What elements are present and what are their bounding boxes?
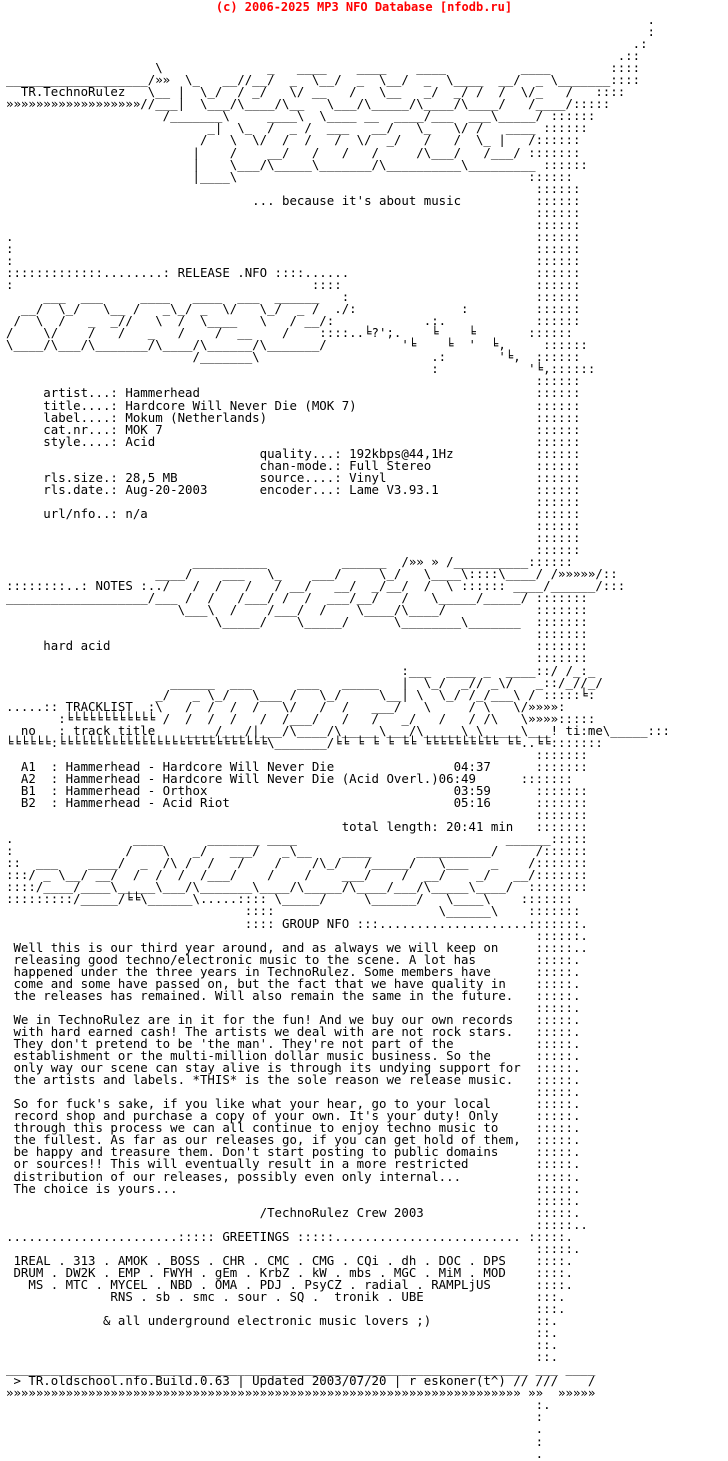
nfo-line: happened under the three years in TechnoRulez. Some members have :::::. (6, 963, 581, 979)
nfo-line: url/nfo..: n/a :::::: (6, 505, 581, 521)
nfo-line: chan-mode.: Full Stereo :::::: (6, 457, 581, 473)
nfo-line: total length: 20:41 min ::::::: (6, 819, 588, 835)
nfo-line: / \ / _ _// \ / \____ \ / __/: .:. :::::: (6, 313, 581, 329)
nfo-line: :::::: (6, 373, 581, 389)
nfo-line: _| \_ / _ / ___ __/ \_ \/ / ____ :::::: (6, 120, 588, 136)
nfo-line: releasing good techno/electronic music to the scene. A lot has :::::. (6, 951, 581, 967)
nfo-line: We in TechnoRulez are in it for the fun! And we buy our own records :::::. (6, 1011, 581, 1027)
nfo-line: /TechnoRulez Crew 2003 :::::. (6, 1204, 581, 1220)
nfo-line: : (6, 1433, 544, 1449)
nfo-line: : / \ _/ ___/ _\__ ____ __________/ /:::::: (6, 843, 588, 859)
nfo-line: \ _ ____ ____ ____ ____ :::: (6, 60, 641, 76)
nfo-line: |____\ :::::: (6, 168, 573, 184)
nfo-line: label....: Mokum (Netherlands) :::::: (6, 409, 581, 425)
nfo-line: : :::: :::::: (6, 277, 581, 293)
nfo-line: :::: \______\ ::::::: (6, 903, 581, 919)
nfo-line: cat.nr...: MOK 7 :::::: (6, 421, 581, 437)
nfo-line: ___ ___ ____ ____ ___ ______ : :::::: (6, 289, 581, 305)
nfo-line: the artists and labels. *THIS* is the sole reason we release music. :::::. (6, 1072, 581, 1088)
nfo-line: __/ \_/ \__ / _\_/ _ \/ \_/ _ / ./: : :::::: (6, 301, 581, 317)
nfo-line: . :::::: (6, 228, 581, 244)
nfo-line: A2 : Hammerhead - Hardcore Will Never Die (Acid Overl.)06:49 ::::::: (6, 770, 573, 786)
nfo-line: :::::. (6, 999, 581, 1015)
nfo-line: quality...: 192kbps@44,1Hz :::::: (6, 445, 581, 461)
nfo-line: ::::::: (6, 807, 588, 823)
nfo-line: :. (6, 1397, 551, 1413)
nfo-line: :::::: (6, 530, 581, 546)
nfo-line: be happy and treasure them. Don't start posting to public domains :::::. (6, 1144, 581, 1160)
nfo-line: ______________________________________________________________________ ___ ____ (6, 1361, 596, 1377)
nfo-line: ::. (6, 1349, 559, 1365)
nfo-line: :::::. (6, 1240, 581, 1256)
nfo-line: :::/ _ \__/ __/ / / / /___/ / / ___/ / __/ _/ __/::::::: (6, 867, 588, 883)
nfo-line: ::. (6, 1325, 559, 1341)
nfo-line: \____/\___/\_______/\____/\______/\_______/ '╘ ╘ ' ╘, :::::: (6, 337, 588, 353)
nfo-line: :::::: (6, 493, 581, 509)
nfo-line: ______ ___ ___ _____ | \_/ _// _\/ _::/_//_/ (6, 674, 603, 690)
nfo-line: .: (6, 36, 648, 52)
nfo-line: : :::::: (6, 252, 581, 268)
nfo-line: ::::/____/____\_____\___/\_______\____/\_____/\____/___/\_____\____/ :::::::: (6, 879, 588, 895)
nfo-line: :╘╘╘╘╘╘╘╘╘╘╘╘ / / / / / /___/ / / _/ / / /\ \»»»»::::: (6, 710, 596, 726)
nfo-line: ::::::: (6, 746, 588, 762)
nfo-line: :::::::::::::........: RELEASE .NFO ::::...... :::::: (6, 264, 581, 280)
nfo-line: or sources!! This will eventually result in a more restricted :::::. (6, 1156, 581, 1172)
nfo-line: The choice is yours... :::::. (6, 1180, 581, 1196)
nfo-line: with hard earned cash! The artists we deal with are not rock stars. :::::. (6, 1023, 581, 1039)
nfo-line: ___________________/___ / / /___/ / / ___/__/ / \_____/_____/ ::::::: (6, 590, 588, 606)
nfo-line: .......................::::: GREETINGS :::::......................... :::::. (6, 1228, 573, 1244)
nfo-line: / \/ / / _ / / __ / ::::..╘?';. ╘ ╘ :::::: (6, 325, 573, 341)
nfo-line: ____/ ___ \_ ___/ \_/ \____\::::\____/ /»»»»»/:: (6, 566, 618, 582)
nfo-line: DRUM . DW2K . EMP . FWYH . gEm . KrbZ . kW . mbs . MGC . MiM . MOD ::::. (6, 1264, 573, 1280)
nfo-line: :::::: (6, 204, 581, 220)
nfo-line: »»»»»»»»»»»»»»»»»»»»»»»»»»»»»»»»»»»»»»»»»»»»»»»»»»»»»»»»»»»»»»»»»»»»» »» »»»»» (6, 1385, 596, 1401)
nfo-line: only way our scene can stay alive is through its undying support for :::::. (6, 1060, 581, 1076)
nfo-line: Well this is our third year around, and as always we will keep on :::::.. (6, 939, 588, 955)
nfo-line: . ____ _______ ____ ______::::: (6, 831, 588, 847)
nfo-line: through this process we can all continue to enjoy techno music to :::::. (6, 1120, 581, 1136)
nfo-line: style....: Acid :::::: (6, 433, 581, 449)
nfo-line: A1 : Hammerhead - Hardcore Will Never Die 04:37 ::::::: (6, 758, 588, 774)
nfo-line: distribution of our releases, possibly even only internal... :::::. (6, 1168, 581, 1184)
nfo-line: ::::::: (6, 650, 588, 666)
nfo-line: »»»»»»»»»»»»»»»»»»//___| \___/\____/\__ \___/\_____/\____/\____/ /____/::::: (6, 96, 611, 112)
nfo-line: :::::. (6, 1192, 581, 1208)
nfo-line: __________ ______ /»» » /__________:::::: (6, 554, 573, 570)
nfo-line: . (6, 12, 656, 27)
nfo-line: : :::::: (6, 240, 581, 256)
nfo-line: > TR.oldschool.nfo.Build.0.63 | Updated 2003/07/20 | r eskoner(t^) // /// / (6, 1373, 596, 1389)
nfo-line: & all underground electronic music lovers ;) ::. (6, 1313, 559, 1329)
nfo-line: record shop and purchase a copy of your own. It's your duty! Only :::::. (6, 1108, 581, 1124)
nfo-line: :::::: (6, 216, 581, 232)
nfo-line: ╘╘╘╘╘╘:╘╘╘╘╘╘╘╘╘╘╘╘╘╘╘╘╘╘╘╘╘╘╘╘╘╘╘╘\_______/╘╘ ╘ ╘ ╘ ╘╘ ╘╘╘╘╘╘╘╘╘╘ ╘╘..╘╘::::::: (6, 734, 603, 750)
nfo-line: RNS . sb . smc . sour . SQ . tronik . UBE :::. (6, 1288, 566, 1304)
nfo-line: :: ___ ____/ _ /\ / / / / /\_/ /_____/ \___ _ /::::::: (6, 855, 588, 871)
nfo-line: B2 : Hammerhead - Acid Riot 05:16 ::::::: (6, 795, 588, 811)
nfo-line: the fullest. As far as our releases go, if you can get hold of them, :::::. (6, 1132, 581, 1148)
nfo-line: _/ _ \_/ \___ / \_/ \__| \ \_/ /_/___\ / :::::╘: (6, 686, 596, 702)
nfo-line: They don't pretend to be 'the man'. They're not part of the :::::. (6, 1035, 581, 1051)
nfo-line: .:: (6, 48, 641, 64)
nfo-line: | / __/ / / / /\___/ /___/ ::::::: (6, 144, 581, 160)
nfo-line: :::: GROUP NFO :::....................:::::::. (6, 915, 588, 931)
site-credit: (c) 2006-2025 MP3 NFO Database [nfodb.ru] (215, 0, 513, 14)
nfo-line: / \ \/ / / / \/ _/ / / \_ | /:::::: (6, 132, 581, 148)
nfo-line: title....: Hardcore Will Never Die (MOK 7) :::::: (6, 397, 581, 413)
nfo-line: TR.TechnoRulez \__ | \_/ / _/ \/ __ / \__ _/ _/ / / \/_ / :::: (6, 84, 626, 100)
nfo-line: ___________________/»» \_ __//__/ _ \__/ _ \__/ _ \____ __/ _ \_______:::: (6, 72, 641, 88)
nfo-line: :::::: (6, 517, 581, 533)
nfo-line: : '╘,:::::: (6, 361, 596, 377)
nfo-line: | \___/\_____\_______/\__________\_________ :::::: (6, 156, 588, 172)
nfo-line: ::::::::..: NOTES :../ / / / / __/ __/ _/__/ / \ :::::: ____/______/::: (6, 578, 626, 594)
nfo-line: rls.size.: 28,5 MB source....: Vinyl :::::: (6, 469, 581, 485)
nfo-line: . (6, 1445, 544, 1461)
nfo-line: ... because it's about music :::::: (6, 192, 581, 208)
nfo-line: ::::::. (6, 927, 588, 943)
nfo-line: \___\ / /___/ / \____/\____/ ::::::: (6, 602, 588, 618)
nfo-line: B1 : Hammerhead - Orthox 03:59 ::::::: (6, 783, 588, 798)
nfo-line: .....:: TRACKLIST :\ / / / / \/ / / ___/ \ / \ \/»»»»: (6, 698, 566, 714)
nfo-line: : (6, 1409, 544, 1425)
nfo-line: : (6, 24, 656, 40)
nfo-line: :___ ____ _ ____::/ /_:_ (6, 662, 596, 678)
nfo-line: :::::::::/_____/╘╘\______\.....:::: \_____/ \______/ \____\ ::::::: (6, 891, 573, 907)
nfo-line: come and some have passed on, but the fact that we have quality in :::::. (6, 975, 581, 991)
nfo-line: hard acid ::::::: (6, 638, 588, 654)
nfo-text-body (6, 14, 670, 1460)
nfo-line: establishment or the multi-million dollar music business. So the :::::. (6, 1048, 581, 1064)
nfo-line: :::::: (6, 542, 581, 558)
nfo-line: the releases has remained. Will also remain the same in the future. :::::. (6, 987, 581, 1003)
nfo-line: ::::::: (6, 626, 588, 642)
nfo-line: \_____/ \_____/ \________\_______ ::::::: (6, 614, 588, 630)
nfo-line: :::. (6, 1301, 566, 1317)
nfo-line: artist...: Hammerhead :::::: (6, 385, 581, 401)
nfo-line: /_______\ .: '╘, :::::: (6, 349, 581, 365)
nfo-line: /_______\ ____\ \____ __ ____/___ ___\_____/ :::::: (6, 108, 596, 124)
nfo-line: :::::: (6, 180, 581, 196)
nfo-line: rls.date.: Aug-20-2003 encoder...: Lame V3.93.1 :::::: (6, 481, 581, 497)
nfo-line: . (6, 1421, 544, 1437)
nfo-line: :::::.. (6, 1216, 588, 1232)
nfo-line: 1REAL . 313 . AMOK . BOSS . CHR . CMC . CMG . CQi . dh . DOC . DPS ::::. (6, 1252, 573, 1268)
nfo-line: ::. (6, 1337, 559, 1353)
nfo-line: MS . MTC . MYCEL . NBD . OMA . PDJ . PsyCZ . radial . RAMPLjUS ::::. (6, 1276, 573, 1292)
nfo-line: no : track title ____/___/|___/\____/\_____\___/\_____\_\_____\___! ti:me\_____::: (6, 722, 670, 738)
nfo-line: So for fuck's sake, if you like what your hear, go to your local :::::. (6, 1096, 581, 1112)
nfo-line: :::::. (6, 1084, 581, 1100)
